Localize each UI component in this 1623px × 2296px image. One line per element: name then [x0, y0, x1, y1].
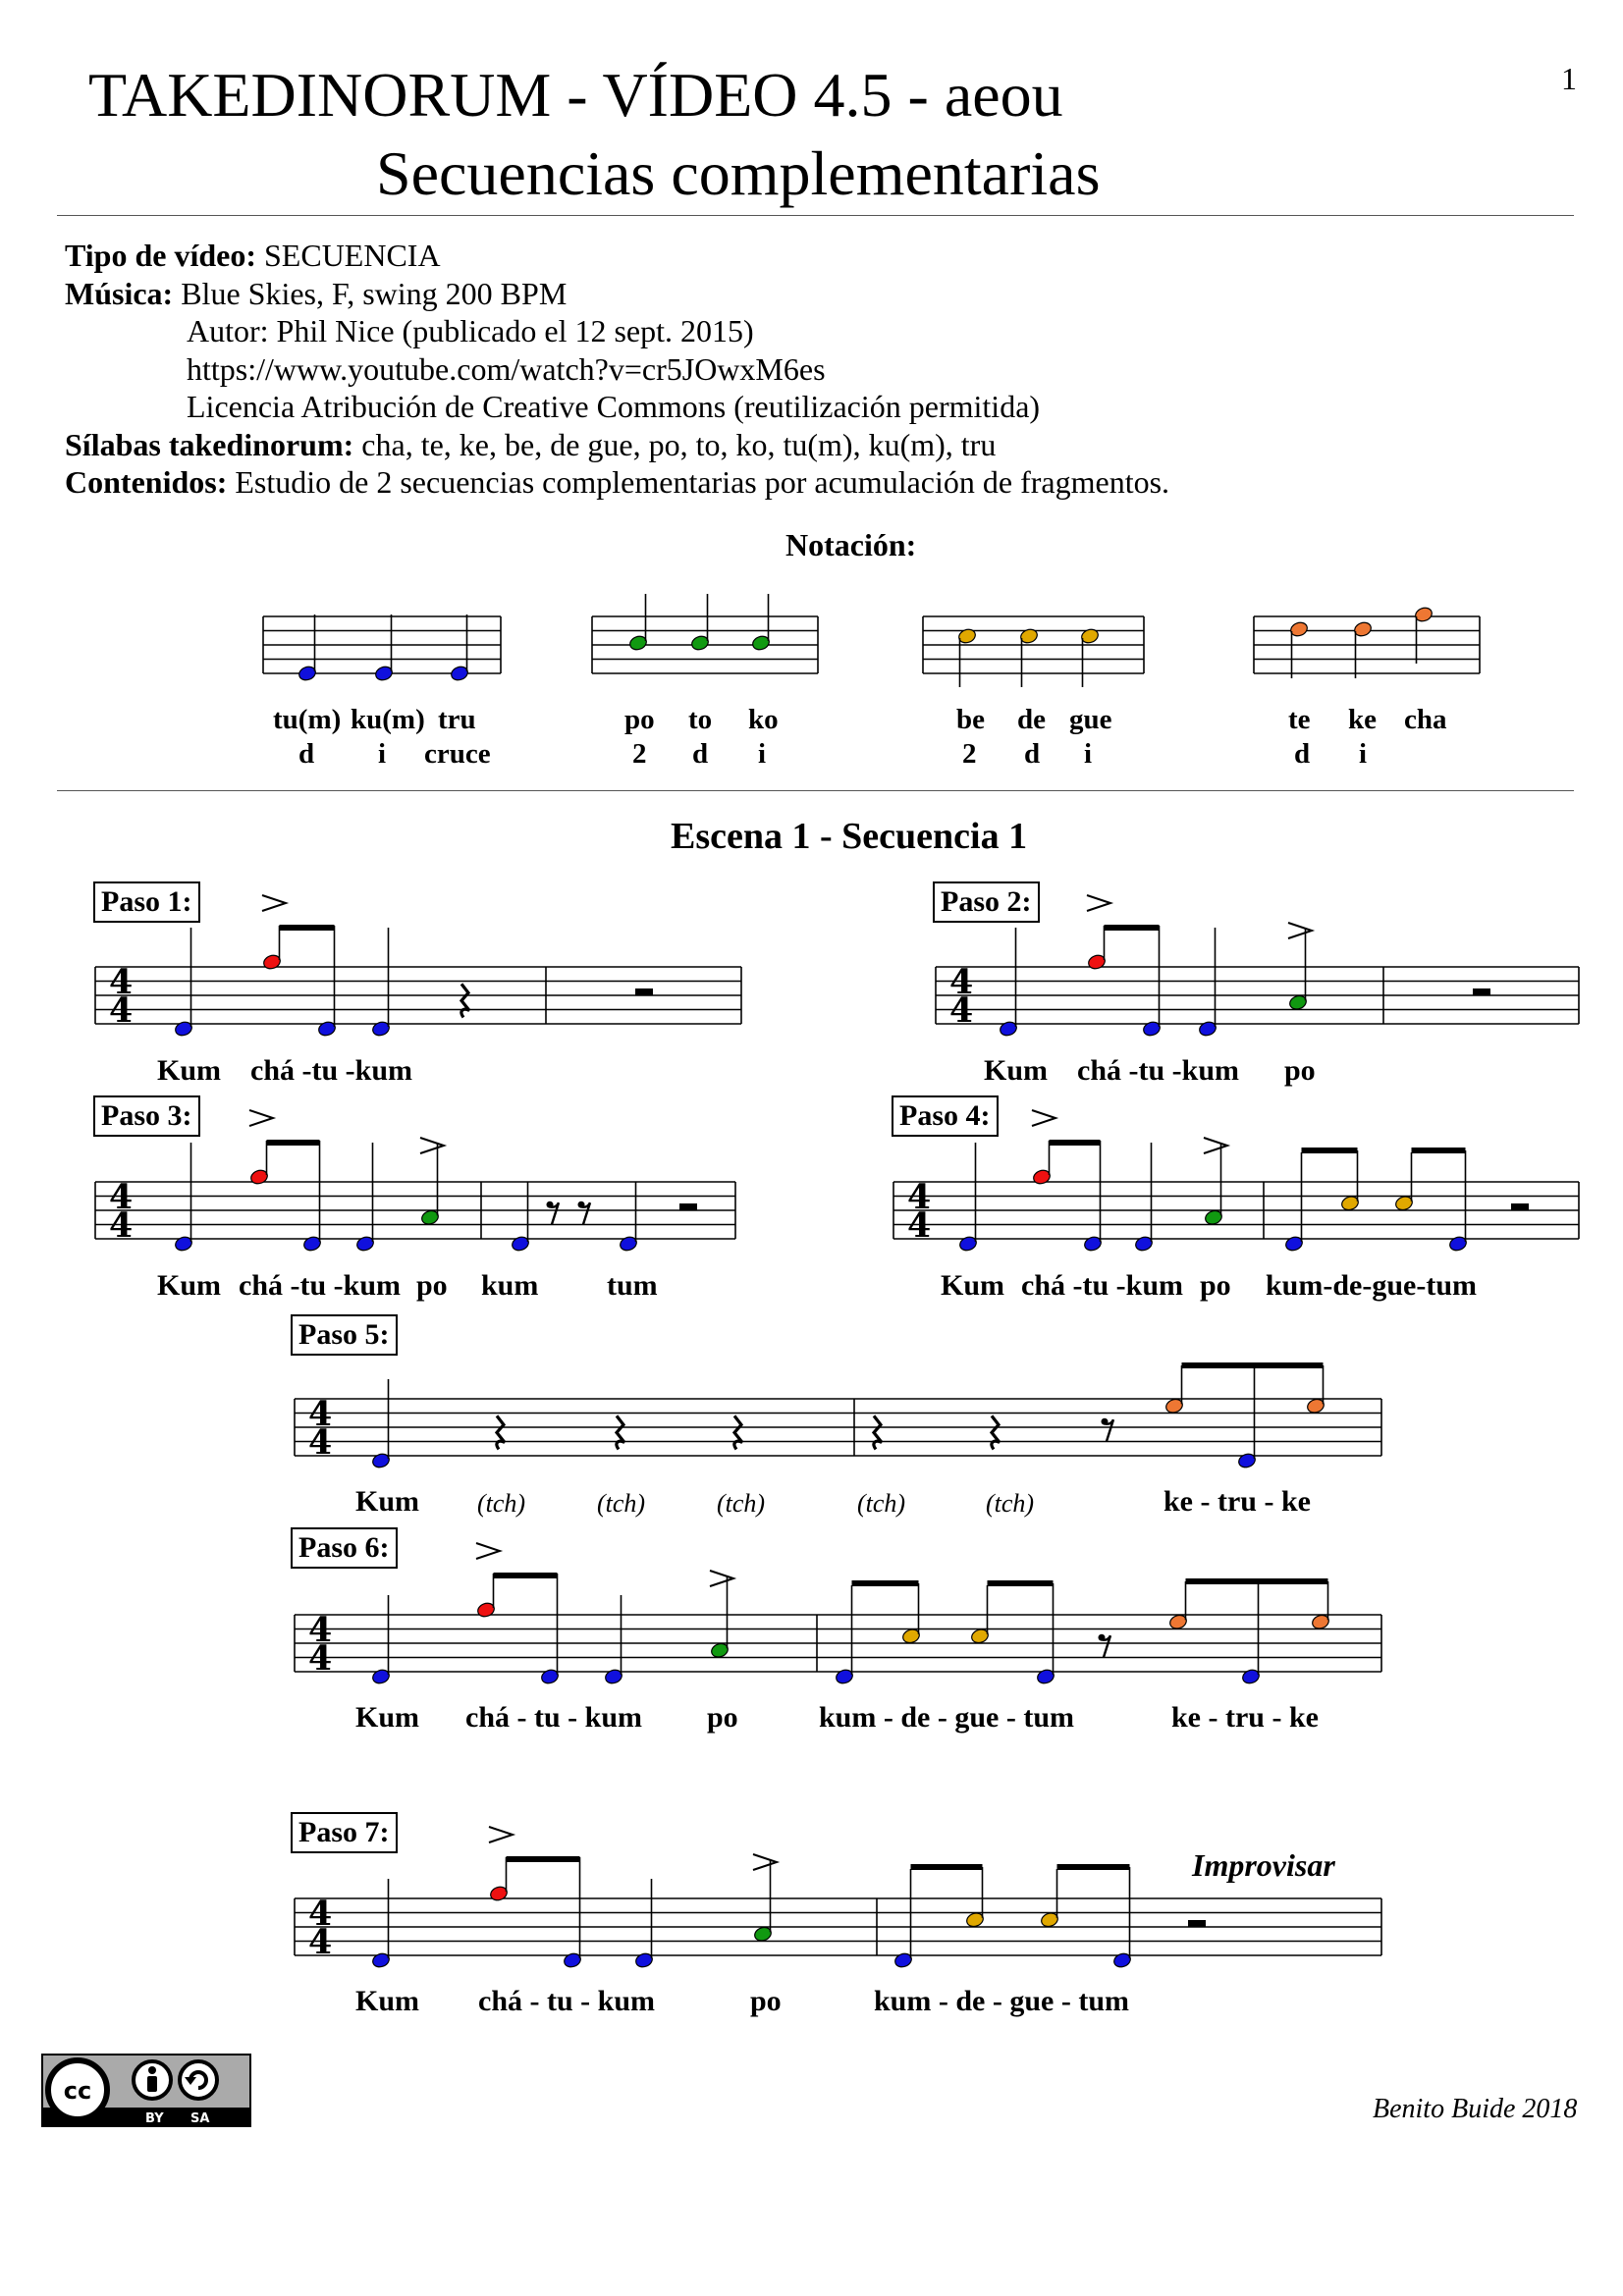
meta-contenidos-value: Estudio de 2 secuencias complementarias por acumulación de fragmentos. — [235, 464, 1170, 500]
accent-mark — [753, 1854, 777, 1870]
lyric: chá -tu -kum — [250, 1054, 413, 1087]
meta-musica-value: Blue Skies, F, swing 200 BPM — [181, 276, 568, 311]
half-rest — [679, 1203, 697, 1210]
lyric: chá - tu - kum — [478, 1985, 656, 2017]
time-signature: 4 — [907, 1205, 932, 1246]
meta-musica-label: Música: — [65, 276, 174, 311]
step-label-7: Paso 7: — [291, 1812, 398, 1853]
lyric: Kum — [355, 1485, 420, 1518]
cc-mark: cc — [63, 2077, 92, 2105]
lyric: chá -tu -kum — [239, 1269, 402, 1302]
lyric: po — [1200, 1269, 1231, 1302]
lyric: po — [416, 1269, 448, 1302]
eighth-rest — [1102, 1635, 1110, 1657]
quarter-rest — [497, 1415, 505, 1449]
lyric: Kum — [355, 1985, 420, 2017]
eighth-rest — [1105, 1419, 1113, 1441]
accent-mark — [420, 1138, 444, 1153]
breath-mark: (tch) — [857, 1489, 906, 1518]
lyric: Kum — [984, 1054, 1049, 1087]
lyric: kum - de - gue - tum — [819, 1701, 1074, 1734]
time-signature: 4 — [308, 1922, 333, 1962]
breath-mark: (tch) — [717, 1489, 766, 1518]
meta-contenidos-label: Contenidos: — [65, 464, 228, 500]
meta-tipo-label: Tipo de vídeo: — [65, 238, 256, 273]
notation-syllable: ku(m) — [351, 704, 425, 735]
breath-mark: (tch) — [597, 1489, 646, 1518]
time-signature: 4 — [907, 1177, 932, 1217]
notation-hand: d — [1294, 738, 1311, 770]
time-signature: 4 — [949, 962, 974, 1002]
improvise-marking: Improvisar — [1192, 1847, 1335, 1883]
meta-tipo-value: SECUENCIA — [264, 238, 441, 273]
author-credit: Benito Buide 2018 — [1373, 2094, 1578, 2124]
notation-syllable: po — [624, 704, 655, 735]
lyric: chá -tu -kum — [1021, 1269, 1184, 1302]
accent-mark — [489, 1827, 513, 1842]
sa-label: SA — [190, 2111, 210, 2126]
lyric: Kum — [157, 1054, 222, 1087]
meta-silabas-label: Sílabas takedinorum: — [65, 427, 354, 462]
quarter-rest — [461, 984, 469, 1017]
half-rest — [1511, 1203, 1529, 1210]
notation-hand: i — [378, 738, 387, 770]
notation-title: Notación: — [785, 527, 917, 562]
time-signature: 4 — [109, 1205, 134, 1246]
time-signature: 4 — [308, 1422, 333, 1463]
notation-hand: d — [298, 738, 315, 770]
notation-syllable: ke — [1348, 704, 1377, 735]
notation-syllable: tru — [438, 704, 476, 735]
lyric: Kum — [941, 1269, 1005, 1302]
notation-hand: 2 — [632, 738, 647, 770]
time-signature: 4 — [949, 990, 974, 1031]
half-rest — [1473, 988, 1490, 995]
accent-mark — [1087, 895, 1110, 911]
lyric: Kum — [157, 1269, 222, 1302]
page-number: 1 — [1561, 61, 1577, 96]
lyric: tum — [607, 1269, 658, 1302]
lyric: kum — [481, 1269, 539, 1302]
meta-silabas-value: cha, te, ke, be, de gue, po, to, ko, tu(m), ku(m), tru — [361, 427, 997, 462]
quarter-rest — [874, 1415, 882, 1449]
lyric: kum-de-gue-tum — [1266, 1269, 1477, 1302]
notation-hand: i — [1084, 738, 1093, 770]
notation-syllable: to — [688, 704, 713, 735]
notation-syllable: de — [1017, 704, 1046, 735]
quarter-rest — [734, 1415, 742, 1449]
time-signature: 4 — [109, 1177, 134, 1217]
notation-hand: 2 — [962, 738, 977, 770]
accent-mark — [476, 1543, 500, 1559]
notation-hand: cruce — [424, 738, 491, 770]
accent-mark — [1032, 1110, 1055, 1126]
cc-by-sa-license-icon — [41, 2054, 251, 2127]
notation-syllable: ko — [748, 704, 779, 735]
notation-syllable: gue — [1069, 704, 1112, 735]
lyric: po — [707, 1701, 738, 1734]
lyric: po — [1284, 1054, 1316, 1087]
notation-hand: d — [692, 738, 709, 770]
time-signature: 4 — [308, 1894, 333, 1934]
notation-hand: i — [1359, 738, 1368, 770]
eighth-rest — [550, 1202, 559, 1224]
accent-mark — [262, 895, 286, 911]
step-label-2: Paso 2: — [933, 881, 1040, 923]
page-title: TAKEDINORUM - VÍDEO 4.5 - aeou — [88, 60, 1063, 130]
step-label-1: Paso 1: — [93, 881, 200, 923]
accent-mark — [249, 1110, 273, 1126]
scene-title: Escena 1 - Secuencia 1 — [671, 816, 1028, 857]
breath-mark: (tch) — [477, 1489, 526, 1518]
notation-syllable: cha — [1404, 704, 1447, 735]
accent-mark — [1288, 923, 1312, 938]
time-signature: 4 — [109, 962, 134, 1002]
lyric: kum - de - gue - tum — [874, 1985, 1129, 2017]
time-signature: 4 — [109, 990, 134, 1031]
notation-syllable: tu(m) — [273, 704, 342, 735]
by-label: BY — [145, 2111, 164, 2126]
notation-syllable: be — [956, 704, 985, 735]
half-rest — [1188, 1920, 1206, 1927]
time-signature: 4 — [308, 1394, 333, 1434]
lyric: po — [750, 1985, 782, 2017]
quarter-rest — [617, 1415, 624, 1449]
eighth-rest — [581, 1202, 590, 1224]
notation-hand: i — [758, 738, 767, 770]
lyric: ke - tru - ke — [1163, 1485, 1311, 1518]
step-label-3: Paso 3: — [93, 1095, 200, 1137]
time-signature: 4 — [308, 1638, 333, 1679]
meta-autor: Autor: Phil Nice (publicado el 12 sept. 2015) — [187, 313, 754, 348]
step-label-5: Paso 5: — [291, 1314, 398, 1356]
notation-hand: d — [1024, 738, 1041, 770]
lyric: Kum — [355, 1701, 420, 1734]
meta-licencia: Licencia Atribución de Creative Commons (reutilización permitida) — [187, 389, 1041, 424]
meta-url: https://www.youtube.com/watch?v=cr5JOwxM6es — [187, 351, 826, 387]
page-subtitle: Secuencias complementarias — [376, 138, 1101, 208]
accent-mark — [1204, 1138, 1227, 1153]
accent-mark — [710, 1571, 733, 1586]
step-label-4: Paso 4: — [892, 1095, 999, 1137]
lyric: ke - tru - ke — [1171, 1701, 1319, 1734]
step-label-6: Paso 6: — [291, 1527, 398, 1569]
time-signature: 4 — [308, 1610, 333, 1650]
notation-syllable: te — [1288, 704, 1311, 735]
lyric: chá -tu -kum — [1077, 1054, 1240, 1087]
quarter-rest — [992, 1415, 1000, 1449]
breath-mark: (tch) — [986, 1489, 1035, 1518]
half-rest — [635, 988, 653, 995]
lyric: chá - tu - kum — [465, 1701, 643, 1734]
